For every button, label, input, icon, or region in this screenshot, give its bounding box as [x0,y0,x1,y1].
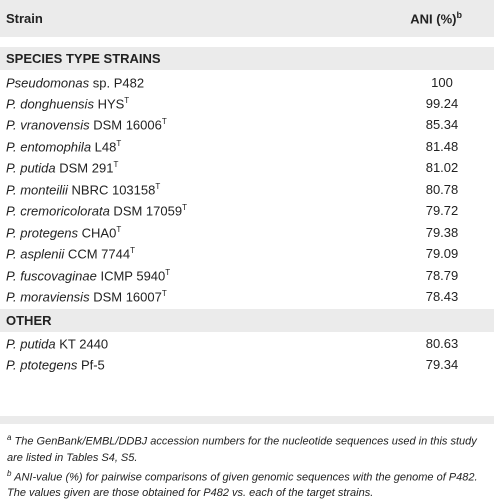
species-name: P. putida [6,160,56,176]
ani-value: 81.02 [425,160,459,176]
ani-value: 79.72 [425,203,459,219]
ani-value: 99.24 [425,95,459,111]
table-row [0,243,494,265]
strain-id: DSM 17059 [109,203,183,219]
strain-id: DSM 16006 [89,117,162,133]
ani-value: 85.34 [425,117,459,133]
species-name: P. protegens [6,224,79,240]
type-strain-mark: T [124,95,130,105]
table-row [0,286,494,308]
type-strain-mark: T [155,181,161,191]
species-name: P. moraviensis [6,288,90,304]
spacer-row [0,37,494,46]
strain-id: sp. P482 [89,74,145,90]
strain-cell [0,71,390,93]
ani-value: 78.79 [425,267,459,283]
strain-id: CHA0 [78,224,117,240]
type-strain-mark: T [130,246,135,256]
strain-id: KT 2440 [55,336,109,352]
type-strain-mark: T [113,160,119,170]
strain-cell [0,286,390,308]
ani-value: 80.78 [425,181,459,197]
species-name: P. cremoricolorata [6,203,110,219]
section-header-type-strains [0,46,494,71]
table-row [0,354,494,376]
strain-id: DSM 291 [55,160,114,176]
ani-value: 100 [431,74,453,90]
header-strain: Strain [6,11,43,26]
table-row [0,157,494,179]
section-header-other [0,308,494,333]
strain-cell [0,179,390,201]
ani-value: 80.63 [425,336,459,352]
species-name: P. donghuensis [6,95,94,111]
table-row [0,265,494,287]
footnote-text: The GenBank/EMBL/DDBJ accession numbers for the nucleotide sequences used in this study are listed in Tables S4, S5. [7,435,477,464]
strain-cell [0,222,390,244]
strain-cell [0,333,390,355]
section-title: OTHER [0,308,494,333]
species-name: P. entomophila [6,138,92,154]
species-name: P. fuscovaginae [6,267,97,283]
strain-cell [0,114,390,136]
table-row [0,114,494,136]
type-strain-mark: T [182,203,187,213]
strain-cell [0,243,390,265]
type-strain-mark: T [161,117,167,127]
table-row [0,222,494,244]
strain-cell [0,136,390,158]
ani-value: 79.34 [425,357,459,373]
ani-value: 78.43 [425,288,459,304]
section-title: SPECIES TYPE STRAINS [0,46,494,71]
strain-id: NBRC 103158 [67,181,156,197]
strain-cell [0,157,390,179]
footnote-b [7,466,491,501]
table-row [0,200,494,222]
header-ani-label: ANI (%) [410,11,457,27]
strain-id: Pf-5 [77,357,105,373]
footnote-a [7,430,491,466]
strain-cell [0,265,390,287]
footnote-text: ANI-value (%) for pairwise comparisons of given genomic sequences with the genome of P482. The values given are those obtained for P482 vs. each of the target strains. [7,471,478,500]
species-name: P. asplenii [6,246,65,262]
footnote-mark: b [7,468,12,478]
table-header-row [0,0,494,37]
type-strain-mark: T [161,288,167,298]
strain-id: DSM 16007 [89,288,162,304]
species-name: P. monteilii [6,181,68,197]
strain-cell [0,354,390,376]
species-name: P. vranovensis [6,117,90,133]
table-row [0,179,494,201]
type-strain-mark: T [116,138,122,148]
species-name: P. ptotegens [6,357,78,373]
ani-value: 81.48 [425,138,459,154]
strain-id: ICMP 5940 [96,267,166,283]
table-row [0,333,494,355]
strain-cell [0,93,390,115]
type-strain-mark: T [165,267,171,277]
ani-value: 79.09 [425,246,459,262]
type-strain-mark: T [116,224,122,234]
species-name: Pseudomonas [6,74,90,90]
strain-cell [0,200,390,222]
ani-value: 79.38 [425,224,459,240]
species-name: P. putida [6,336,56,352]
table-row [0,136,494,158]
table-row [0,71,494,93]
strain-id: L48 [91,138,117,154]
table-bottom-rule [0,416,494,424]
strain-id: CCM 7744 [64,246,131,262]
table-row [0,93,494,115]
header-ani-note-mark: b [456,10,462,21]
footnotes [7,430,491,501]
strain-id: HYS [93,95,125,111]
header-ani [390,0,494,37]
footnote-mark: a [7,433,12,442]
